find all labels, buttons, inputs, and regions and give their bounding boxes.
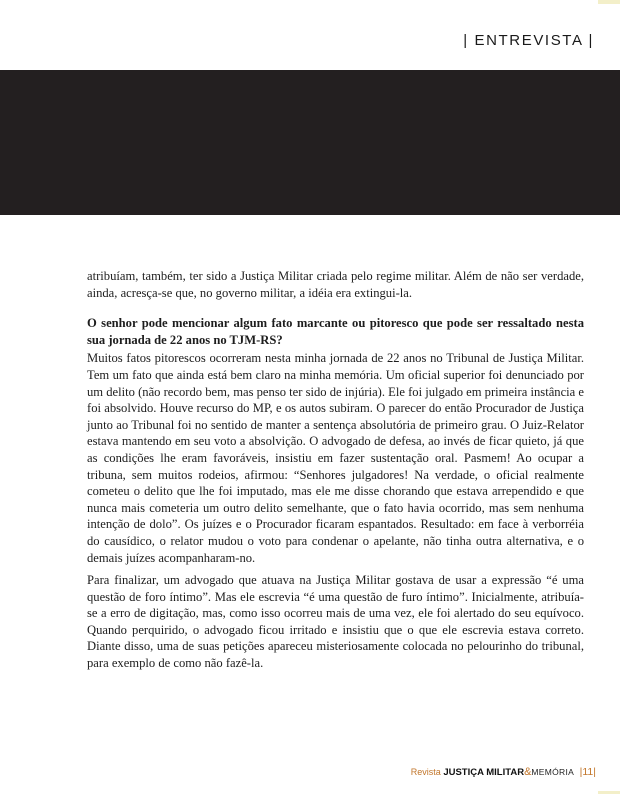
corner-tab bbox=[598, 0, 620, 4]
header-image-band bbox=[0, 70, 620, 215]
footer bbox=[411, 766, 596, 778]
interview-question: O senhor pode mencionar algum fato marcante ou pitoresco que pode ser ressaltado nesta sua jornada de 22 anos no TJM-RS? bbox=[87, 316, 584, 347]
intro-paragraph: atribuíam, também, ter sido a Justiça Militar criada pelo regime militar. Além de não ser verdade, ainda, acresça-se que, no governo militar, a idéia era extingui-la. bbox=[87, 269, 584, 300]
footer-justica-militar: JUSTIÇA MILITAR bbox=[443, 767, 525, 778]
answer-paragraph-1: Muitos fatos pitorescos ocorreram nesta minha jornada de 22 anos no Tribunal de Justiça Militar. Tem um fato que ainda está bem claro na minha memória. Um oficial superior foi denunciado por um delito (não recordo bem, mas penso ter sido de injúria). Ele foi julgado em primeira instância e foi absolvido. Houve recurso do MP, e os autos subiram. O parecer do então Procurador de Justiça junto ao Tribunal foi no sentido de manter a sentença absolutória de primeiro grau. O Juiz-Relator estava mantendo em seu voto a absolvição. O advogado de defesa, ao invés de ficar quieto, já que as condições lhe eram favoráveis, insistiu em fazer sustentação oral. Pasmem! Ao ocupar a tribuna, sem muitos rodeios, afirmou: “Senhores julgadores! Na verdade, o oficial realmente cometeu o delito que lhe foi imputado, mas ele me disse chorando que estava arrependido e que nunca mais cometeria um outro delito semelhante, que o fato havia ocorrido, mas sem nenhuma intenção de dolo”. Os juízes e o Procurador ficaram espantados. Resultado: em face à verborréia do causídico, o relator mudou o voto para condenar o apelante, não tinha outra alternativa, e o demais juízes acompanharam-no. bbox=[87, 351, 584, 565]
footer-memoria: MEMÓRIA bbox=[531, 767, 575, 777]
footer-revista: Revista bbox=[410, 767, 441, 777]
page-number: |11| bbox=[579, 766, 596, 778]
answer-paragraph-2: Para finalizar, um advogado que atuava na Justiça Militar gostava de usar a expressão “é uma questão de foro íntimo”. Mas ele escrevia “é uma questão de furo íntimo”. Inicialmente, atribuía-se a erro de digitação, mas, como isso ocorreu mais de uma vez, ele foi alertado do seu equívoco. Quando perquirido, o advogado ficou irritado e insistiu que o que ele escrevia estava correto. Diante disso, uma de suas petições apareceu misteriosamente colocada no pelourinho do tribunal, para exemplo de como não fazê-la. bbox=[87, 573, 584, 671]
footer-ampersand: & bbox=[524, 766, 532, 778]
section-label: | ENTREVISTA | bbox=[463, 32, 594, 49]
article-body bbox=[87, 268, 584, 678]
